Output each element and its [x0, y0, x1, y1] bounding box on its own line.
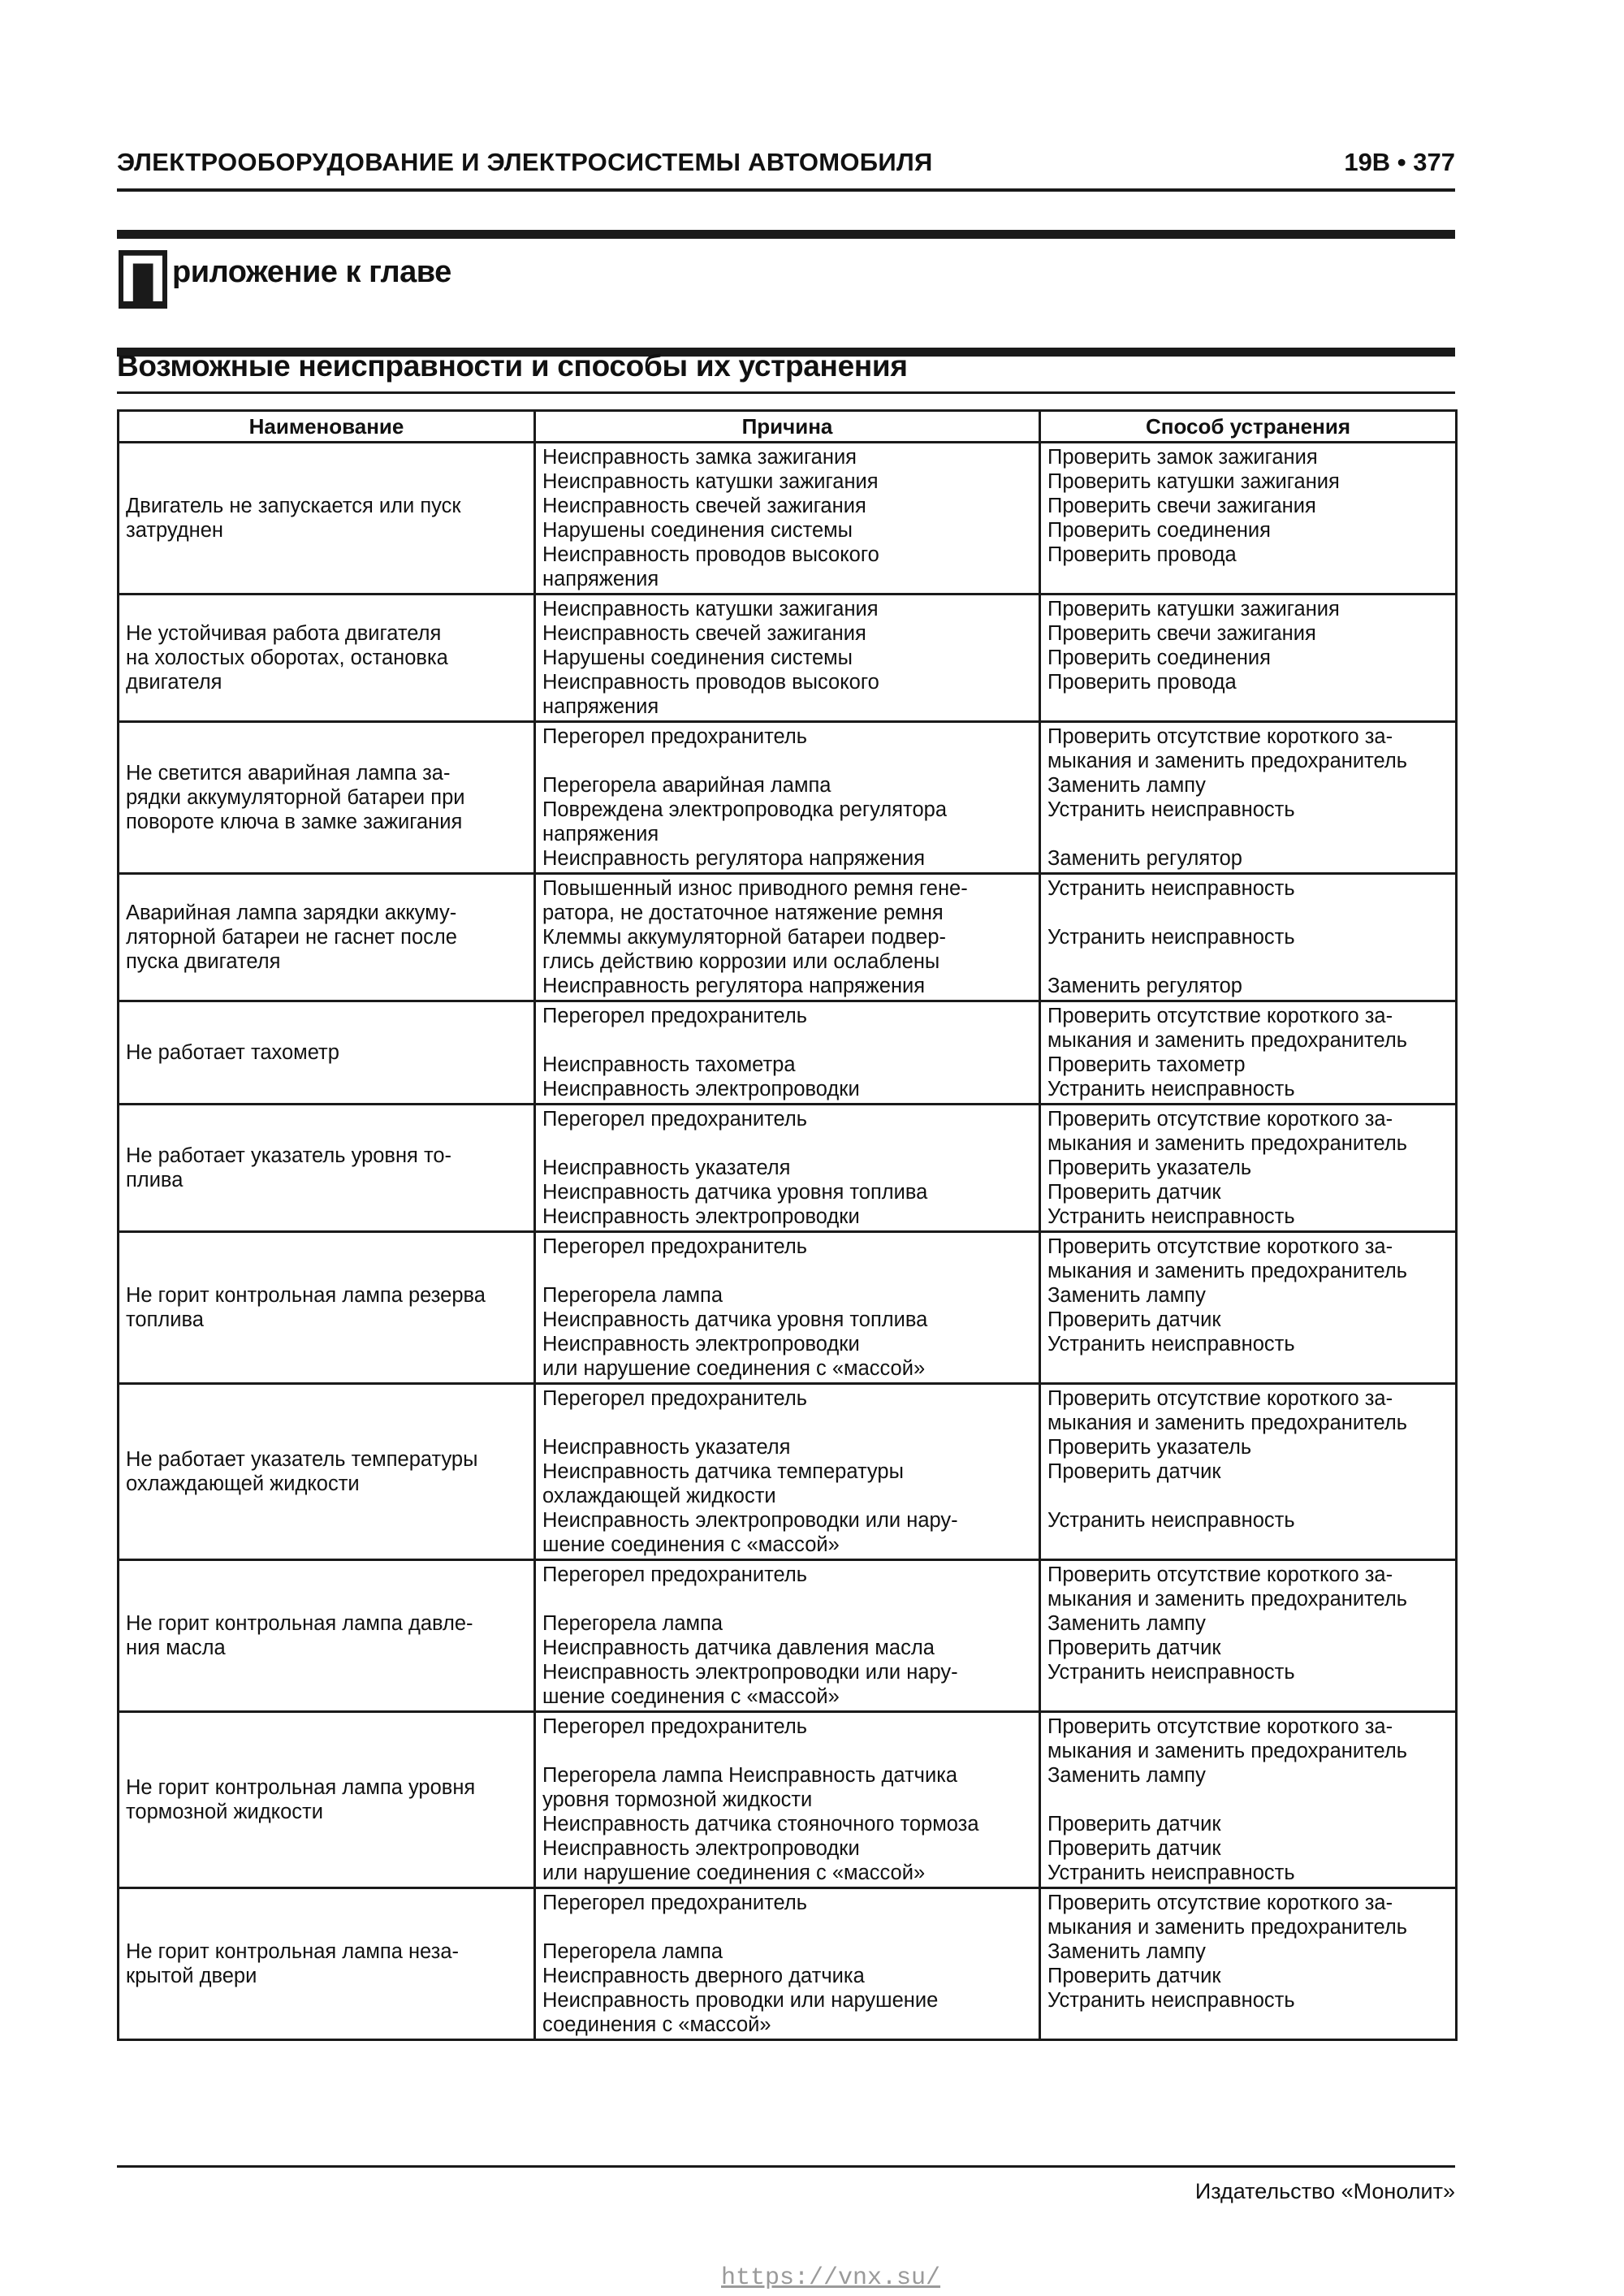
- cause-line: Перегорел предохранитель: [542, 725, 807, 748]
- remedy-line: [1047, 1788, 1449, 1812]
- cause-line: Неисправность проводов высокого: [542, 671, 879, 694]
- remedy-line: Проверить отсутствие короткого за-: [1047, 725, 1393, 748]
- cause-line: Неисправность датчика стояночного тормоза: [542, 1813, 979, 1836]
- cause-line: Повышенный износ приводного ремня гене-: [542, 877, 968, 900]
- cause-line: Неисправность электропроводки или нару-: [542, 1661, 958, 1684]
- name-line: Двигатель не запускается или пуск: [126, 495, 461, 517]
- cause-line: Перегорела лампа: [542, 1612, 723, 1635]
- table-row: [119, 443, 1457, 595]
- name-line: охлаждающей жидкости: [126, 1472, 360, 1495]
- name-line: повороте ключа в замке зажигания: [126, 811, 463, 833]
- cause-line: [542, 1411, 1032, 1435]
- remedy-line: Заменить регулятор: [1047, 847, 1242, 870]
- cause-line: Неисправность электропроводки: [542, 1333, 860, 1356]
- cell-cause: [535, 722, 1040, 874]
- name-line: ния масла: [126, 1637, 226, 1659]
- remedy-line: Проверить датчик: [1047, 1965, 1221, 1987]
- publisher-name: Издательство «Монолит»: [1194, 2179, 1455, 2203]
- remedy-line: Проверить катушки зажигания: [1047, 470, 1340, 493]
- table-row: [119, 1712, 1457, 1888]
- name-line: Не работает указатель температуры: [126, 1448, 478, 1471]
- cause-line: [542, 1259, 1032, 1283]
- cell-cause: [535, 595, 1040, 722]
- name-line: Не горит контрольная лампа уровня: [126, 1776, 476, 1799]
- remedy-line: Устранить неисправность: [1047, 1078, 1295, 1100]
- cell-cause: [535, 1232, 1040, 1384]
- cause-line: Неисправность замка зажигания: [542, 446, 857, 469]
- cell-remedy: [1040, 1888, 1457, 2040]
- cell-cause: [535, 1105, 1040, 1232]
- cell-remedy: [1040, 1712, 1457, 1888]
- cause-line: напряжения: [542, 695, 659, 718]
- cause-line: [542, 1915, 1032, 1939]
- cell-remedy: [1040, 874, 1457, 1001]
- table-row: [119, 1384, 1457, 1560]
- cause-line: Неисправность катушки зажигания: [542, 470, 879, 493]
- cell-cause: [535, 1888, 1040, 2040]
- cell-name: [119, 1001, 535, 1105]
- table-row: [119, 1560, 1457, 1712]
- cell-name: [119, 1105, 535, 1232]
- remedy-line: Проверить катушки зажигания: [1047, 598, 1340, 620]
- cause-line: Неисправность катушки зажигания: [542, 598, 879, 620]
- column-header-name: Наименование: [119, 411, 535, 443]
- name-line: пуска двигателя: [126, 950, 281, 973]
- cause-line: Перегорел предохранитель: [542, 1005, 807, 1027]
- cell-name: [119, 443, 535, 595]
- cause-line: Неисправность электропроводки: [542, 1205, 860, 1228]
- cell-name: [119, 1712, 535, 1888]
- remedy-line: Устранить неисправность: [1047, 1861, 1295, 1884]
- remedy-line: мыкания и заменить предохранитель: [1047, 1588, 1407, 1611]
- remedy-line: Проверить отсутствие короткого за-: [1047, 1715, 1393, 1738]
- cause-line: Неисправность тахометра: [542, 1053, 796, 1076]
- cell-name: [119, 722, 535, 874]
- name-line: на холостых оборотах, остановка: [126, 646, 448, 669]
- remedy-line: мыкания и заменить предохранитель: [1047, 1740, 1407, 1762]
- table-body: [119, 443, 1457, 2040]
- remedy-line: мыкания и заменить предохранитель: [1047, 1412, 1407, 1434]
- appendix-initial-letter: П: [119, 242, 167, 316]
- cause-line: Неисправность электропроводки: [542, 1837, 860, 1860]
- remedy-line: [1047, 949, 1449, 974]
- remedy-line: Устранить неисправность: [1047, 1333, 1295, 1356]
- remedy-line: Проверить отсутствие короткого за-: [1047, 1892, 1393, 1914]
- remedy-line: [1047, 822, 1449, 846]
- cause-line: Перегорела лампа: [542, 1284, 723, 1307]
- remedy-line: Проверить датчик: [1047, 1813, 1221, 1836]
- table-header-row: [119, 411, 1457, 443]
- cell-name: [119, 1384, 535, 1560]
- remedy-line: Проверить отсутствие короткого за-: [1047, 1108, 1393, 1131]
- cause-line: напряжения: [542, 568, 659, 590]
- remedy-line: мыкания и заменить предохранитель: [1047, 1260, 1407, 1282]
- watermark-link[interactable]: https://vnx.su/: [721, 2264, 941, 2292]
- cell-cause: [535, 1001, 1040, 1105]
- cause-line: Неисправность электропроводки или нару-: [542, 1509, 958, 1532]
- remedy-line: Проверить датчик: [1047, 1460, 1221, 1483]
- table-row: [119, 874, 1457, 1001]
- cause-line: Неисправность проводов высокого: [542, 543, 879, 566]
- name-line: плива: [126, 1169, 184, 1191]
- remedy-line: Заменить регулятор: [1047, 975, 1242, 997]
- cell-remedy: [1040, 1560, 1457, 1712]
- remedy-line: Заменить лампу: [1047, 1284, 1206, 1307]
- remedy-line: Проверить отсутствие короткого за-: [1047, 1235, 1393, 1258]
- remedy-line: мыкания и заменить предохранитель: [1047, 750, 1407, 772]
- table-row: [119, 1001, 1457, 1105]
- page-number: 19В • 377: [1344, 148, 1455, 176]
- page-header: [117, 145, 1455, 192]
- cell-cause: [535, 443, 1040, 595]
- remedy-line: Устранить неисправность: [1047, 1509, 1295, 1532]
- cell-name: [119, 1560, 535, 1712]
- cause-line: Перегорела аварийная лампа: [542, 774, 831, 797]
- cause-line: Клеммы аккумуляторной батареи подвер-: [542, 926, 947, 949]
- remedy-line: Устранить неисправность: [1047, 1661, 1295, 1684]
- cell-cause: [535, 1384, 1040, 1560]
- cause-line: Повреждена электропроводка регулятора: [542, 798, 947, 821]
- remedy-line: Заменить лампу: [1047, 1612, 1206, 1635]
- cause-line: или нарушение соединения с «массой»: [542, 1357, 926, 1380]
- cause-line: Перегорел предохранитель: [542, 1563, 807, 1586]
- cause-line: [542, 749, 1032, 773]
- remedy-line: [1047, 1684, 1449, 1709]
- cause-line: Неисправность датчика давления масла: [542, 1637, 935, 1659]
- cause-line: глись действию коррозии или ослаблены: [542, 950, 940, 973]
- cell-remedy: [1040, 1232, 1457, 1384]
- cause-line: Неисправность датчика уровня топлива: [542, 1308, 928, 1331]
- remedy-line: Проверить провода: [1047, 671, 1237, 694]
- remedy-line: Проверить замок зажигания: [1047, 446, 1318, 469]
- cell-name: [119, 595, 535, 722]
- remedy-line: Заменить лампу: [1047, 774, 1206, 797]
- column-header-cause: Причина: [535, 411, 1040, 443]
- name-line: рядки аккумуляторной батареи при: [126, 786, 465, 809]
- cause-line: Перегорел предохранитель: [542, 1108, 807, 1131]
- cell-remedy: [1040, 1105, 1457, 1232]
- remedy-line: [1047, 1484, 1449, 1508]
- remedy-line: мыкания и заменить предохранитель: [1047, 1132, 1407, 1155]
- remedy-line: Проверить указатель: [1047, 1157, 1252, 1179]
- column-header-remedy: Способ устранения: [1040, 411, 1457, 443]
- remedy-line: Проверить датчик: [1047, 1837, 1221, 1860]
- cause-line: соединения с «массой»: [542, 2013, 771, 2036]
- remedy-line: Устранить неисправность: [1047, 877, 1295, 900]
- cause-line: или нарушение соединения с «массой»: [542, 1861, 926, 1884]
- cell-cause: [535, 1712, 1040, 1888]
- name-line: крытой двери: [126, 1965, 257, 1987]
- remedy-line: Устранить неисправность: [1047, 926, 1295, 949]
- remedy-line: Проверить датчик: [1047, 1308, 1221, 1331]
- faults-table: [117, 409, 1458, 2041]
- remedy-line: Заменить лампу: [1047, 1764, 1206, 1787]
- remedy-line: мыкания и заменить предохранитель: [1047, 1916, 1407, 1939]
- cause-line: шение соединения с «массой»: [542, 1533, 840, 1556]
- remedy-line: Проверить свечи зажигания: [1047, 495, 1316, 517]
- cause-line: напряжения: [542, 823, 659, 845]
- cell-remedy: [1040, 443, 1457, 595]
- cell-remedy: [1040, 595, 1457, 722]
- cause-line: Перегорел предохранитель: [542, 1892, 807, 1914]
- name-line: ляторной батареи не гаснет после: [126, 926, 457, 949]
- cause-line: Неисправность указателя: [542, 1157, 791, 1179]
- remedy-line: [1047, 567, 1449, 591]
- cause-line: шение соединения с «массой»: [542, 1685, 840, 1708]
- remedy-line: Проверить отсутствие короткого за-: [1047, 1005, 1393, 1027]
- cell-name: [119, 1232, 535, 1384]
- remedy-line: Проверить провода: [1047, 543, 1237, 566]
- remedy-line: Устранить неисправность: [1047, 798, 1295, 821]
- cell-remedy: [1040, 722, 1457, 874]
- cause-line: Неисправность датчика температуры: [542, 1460, 904, 1483]
- cell-name: [119, 1888, 535, 2040]
- name-line: Не горит контрольная лампа давле-: [126, 1612, 473, 1635]
- remedy-line: Проверить отсутствие короткого за-: [1047, 1387, 1393, 1410]
- name-line: тормозной жидкости: [126, 1801, 323, 1823]
- running-title: ЭЛЕКТРООБОРУДОВАНИЕ И ЭЛЕКТРОСИСТЕМЫ АВТОМОБИЛЯ: [117, 148, 933, 176]
- name-line: двигателя: [126, 671, 222, 694]
- cause-line: Перегорела лампа Неисправность датчика: [542, 1764, 958, 1787]
- remedy-line: Устранить неисправность: [1047, 1989, 1295, 2012]
- cause-line: [542, 1131, 1032, 1156]
- cause-line: Перегорел предохранитель: [542, 1235, 807, 1258]
- cause-line: Перегорел предохранитель: [542, 1715, 807, 1738]
- cause-line: Неисправность датчика уровня топлива: [542, 1181, 928, 1204]
- table-row: [119, 1888, 1457, 2040]
- name-line: Аварийная лампа зарядки аккуму-: [126, 902, 457, 924]
- name-line: Не работает указатель уровня то-: [126, 1144, 452, 1167]
- cause-line: ратора, не достаточное натяжение ремня: [542, 902, 944, 924]
- remedy-line: Проверить указатель: [1047, 1436, 1252, 1459]
- cause-line: Неисправность указателя: [542, 1436, 791, 1459]
- cell-name: [119, 874, 535, 1001]
- cause-line: Нарушены соединения системы: [542, 519, 853, 542]
- cause-line: Перегорел предохранитель: [542, 1387, 807, 1410]
- cause-line: Неисправность свечей зажигания: [542, 495, 866, 517]
- cause-line: Неисправность регулятора напряжения: [542, 847, 926, 870]
- table-row: [119, 595, 1457, 722]
- remedy-line: [1047, 694, 1449, 719]
- cause-line: [542, 1587, 1032, 1611]
- appendix-title: риложение к главе: [172, 255, 451, 289]
- cause-line: Перегорела лампа: [542, 1940, 723, 1963]
- name-line: Не светится аварийная лампа за-: [126, 762, 451, 785]
- cause-line: Неисправность электропроводки: [542, 1078, 860, 1100]
- cause-line: Неисправность регулятора напряжения: [542, 975, 926, 997]
- cell-remedy: [1040, 1001, 1457, 1105]
- remedy-line: Заменить лампу: [1047, 1940, 1206, 1963]
- remedy-line: Устранить неисправность: [1047, 1205, 1295, 1228]
- cause-line: охлаждающей жидкости: [542, 1485, 776, 1507]
- remedy-line: [1047, 901, 1449, 925]
- table-row: [119, 1105, 1457, 1232]
- table-row: [119, 1232, 1457, 1384]
- remedy-line: Проверить датчик: [1047, 1181, 1221, 1204]
- section-title: Возможные неисправности и способы их устранения: [117, 349, 1455, 394]
- cell-cause: [535, 1560, 1040, 1712]
- remedy-line: Проверить свечи зажигания: [1047, 622, 1316, 645]
- cell-cause: [535, 874, 1040, 1001]
- name-line: топлива: [126, 1308, 204, 1331]
- cause-line: [542, 1739, 1032, 1763]
- remedy-line: Проверить соединения: [1047, 519, 1271, 542]
- name-line: затруднен: [126, 519, 224, 542]
- remedy-line: Проверить соединения: [1047, 646, 1271, 669]
- remedy-line: мыкания и заменить предохранитель: [1047, 1029, 1407, 1052]
- remedy-line: Проверить датчик: [1047, 1637, 1221, 1659]
- remedy-line: Проверить тахометр: [1047, 1053, 1246, 1076]
- cell-remedy: [1040, 1384, 1457, 1560]
- name-line: Не работает тахометр: [126, 1041, 339, 1064]
- cause-line: Неисправность проводки или нарушение: [542, 1989, 939, 2012]
- name-line: Не устойчивая работа двигателя: [126, 622, 442, 645]
- cause-line: Неисправность дверного датчика: [542, 1965, 865, 1987]
- remedy-line: [1047, 1533, 1449, 1557]
- remedy-line: [1047, 1356, 1449, 1381]
- name-line: Не горит контрольная лампа резерва: [126, 1284, 486, 1307]
- name-line: Не горит контрольная лампа неза-: [126, 1940, 460, 1963]
- cause-line: уровня тормозной жидкости: [542, 1788, 813, 1811]
- cause-line: Неисправность свечей зажигания: [542, 622, 866, 645]
- cause-line: [542, 1028, 1032, 1053]
- remedy-line: [1047, 2013, 1449, 2037]
- cause-line: Нарушены соединения системы: [542, 646, 853, 669]
- table-row: [119, 722, 1457, 874]
- page-footer: [117, 2165, 1455, 2207]
- appendix-heading: [117, 230, 1455, 357]
- remedy-line: Проверить отсутствие короткого за-: [1047, 1563, 1393, 1586]
